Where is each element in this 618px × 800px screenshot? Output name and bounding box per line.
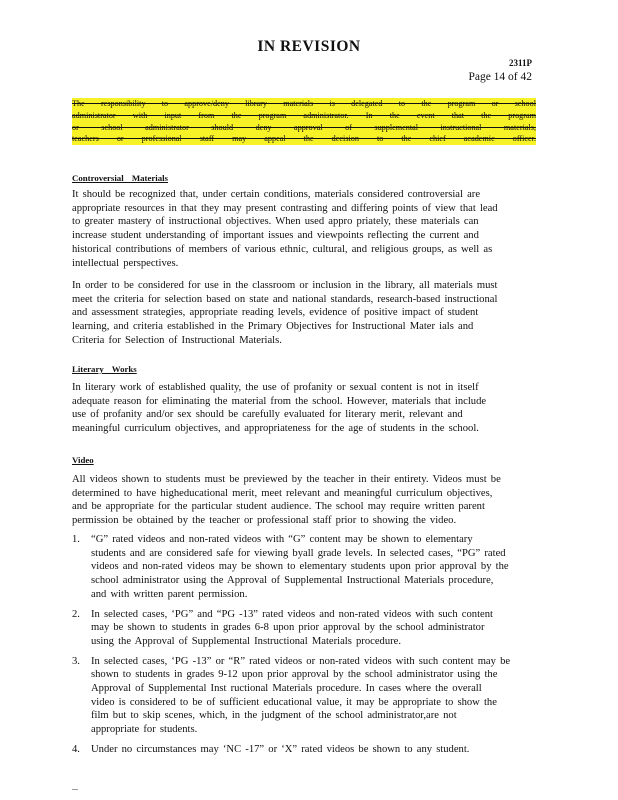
text-line: adequate reason for eliminating the material from the school. However, materials that include: [72, 395, 487, 407]
text-line: learning, and criteria established in the Primary Objectives for Instructional Mater ials and: [72, 321, 474, 333]
text-line: historical contributions of members of various ethnic, cultural, and religious groups, as well as: [72, 243, 493, 255]
text-line: appropriate for students.: [91, 724, 198, 736]
section-heading-literary: Literary Works: [72, 364, 137, 374]
footer-mark: [72, 789, 78, 790]
text-line: Under no circumstances may ‘NC -17” or ‘X” rated videos be shown to any student.: [91, 743, 470, 755]
text-line: and with written parent permission.: [91, 588, 248, 600]
text-line: In selected cases, ‘PG” and “PG -13” rated videos and non-rated videos with such content: [91, 608, 493, 620]
list-number: 1.: [72, 534, 80, 545]
list-number: 4.: [72, 743, 80, 755]
paragraph-controversial-2: [72, 279, 532, 348]
text-line: using the Approval of Supplemental Instructional Materials procedure.: [91, 635, 401, 647]
text-line: meaningful curriculum objectives, and appropriateness for the age of students in the school.: [72, 423, 479, 435]
list-item: [72, 743, 544, 757]
text-line: All videos shown to students must be previewed by the teacher in their entirety. Videos must be: [72, 474, 501, 485]
paragraph-video: [72, 473, 532, 528]
list-item: [72, 655, 544, 737]
struck-line: The responsibility to approve/deny library materials is delegated to the program or school: [72, 99, 536, 108]
list-item: [72, 533, 544, 602]
struck-highlighted-paragraph: [72, 98, 536, 145]
struck-line: administrator with input from the program administrator. In the event that the program: [72, 110, 536, 120]
struck-line: teachers or professional staff may appeal the decision to the chief academic officer.: [72, 134, 536, 144]
list-number: 3.: [72, 655, 80, 667]
text-line: meet the criteria for selection based on state and national standards, research-based instructional: [72, 293, 498, 305]
text-line: film but to skip scenes, which, in the judgment of the school administrator,are not: [91, 710, 457, 722]
text-line: students and are considered safe for viewing byall grade levels. In selected cases, “PG” rated: [91, 547, 506, 559]
list-item: [72, 608, 544, 649]
text-line: and assessment strategies, appropriate reading levels, evidence of positive impact of student: [72, 307, 479, 319]
revision-title: IN REVISION: [257, 38, 361, 55]
text-line: “G” rated videos and non-rated videos with “G” content may be shown to elementary: [91, 534, 473, 545]
text-line: Approval of Supplemental Inst ructional Materials procedure. In cases where the overall: [91, 683, 482, 695]
text-line: videos and non-rated videos may be shown to elementary students upon prior approval by the: [91, 561, 509, 573]
text-line: use of profanity and/or sex should be carefully evaluated for literary merit, relevant and: [72, 409, 463, 421]
policy-code: 2311P: [508, 58, 532, 68]
paragraph-literary: [72, 381, 532, 436]
text-line: intellectual perspectives.: [72, 257, 179, 269]
text-line: Criteria for Selection of Instructional Materials.: [72, 334, 282, 346]
text-line: In literary work of established quality, the use of profanity or sexual content is not in itself: [72, 382, 479, 393]
struck-line: or school administrator should deny approval of supplemental instructional materials,: [72, 122, 536, 132]
text-line: appropriate resources in that they may present contrasting and differing points of view that lead: [72, 202, 498, 214]
text-line: shown to students in grades 9-12 upon prior approval by the school administrator using the: [91, 669, 498, 681]
text-line: In order to be considered for use in the classroom or inclusion in the library, all materials must: [72, 280, 498, 291]
text-line: It should be recognized that, under certain conditions, materials considered controversial are: [72, 189, 481, 200]
text-line: permission be obtained by the teacher or professional staff prior to showing the video.: [72, 515, 457, 527]
text-line: may be shown to students in grades 6-8 upon prior approval by the school administrator: [91, 622, 485, 634]
text-line: video is considered to be of sufficient educational value, it may be appropriate to show the: [91, 696, 497, 708]
text-line: school administrator using the Approval of Supplemental Instructional Materials procedure,: [91, 575, 494, 587]
text-line: In selected cases, ‘PG -13” or “R” rated videos or non-rated videos with such content may be: [91, 655, 511, 667]
paragraph-controversial-1: [72, 188, 532, 270]
list-number: 2.: [72, 608, 80, 620]
text-line: determined to have higheducational merit, meet relevant and meaningful curriculum objectives,: [72, 487, 493, 499]
text-line: and be appropriate for the particular student audience. The school may require written parent: [72, 501, 485, 513]
video-rules-list: [72, 533, 544, 763]
section-heading-video: Video: [72, 455, 94, 465]
page-number: Page 14 of 42: [468, 71, 532, 83]
text-line: increase student understanding of important issues and viewpoints reflecting the current and: [72, 230, 479, 242]
section-heading-controversial: Controversial Materials: [72, 173, 168, 183]
text-line: to greater mastery of instructional objectives. When used appro priately, these materials can: [72, 216, 479, 228]
